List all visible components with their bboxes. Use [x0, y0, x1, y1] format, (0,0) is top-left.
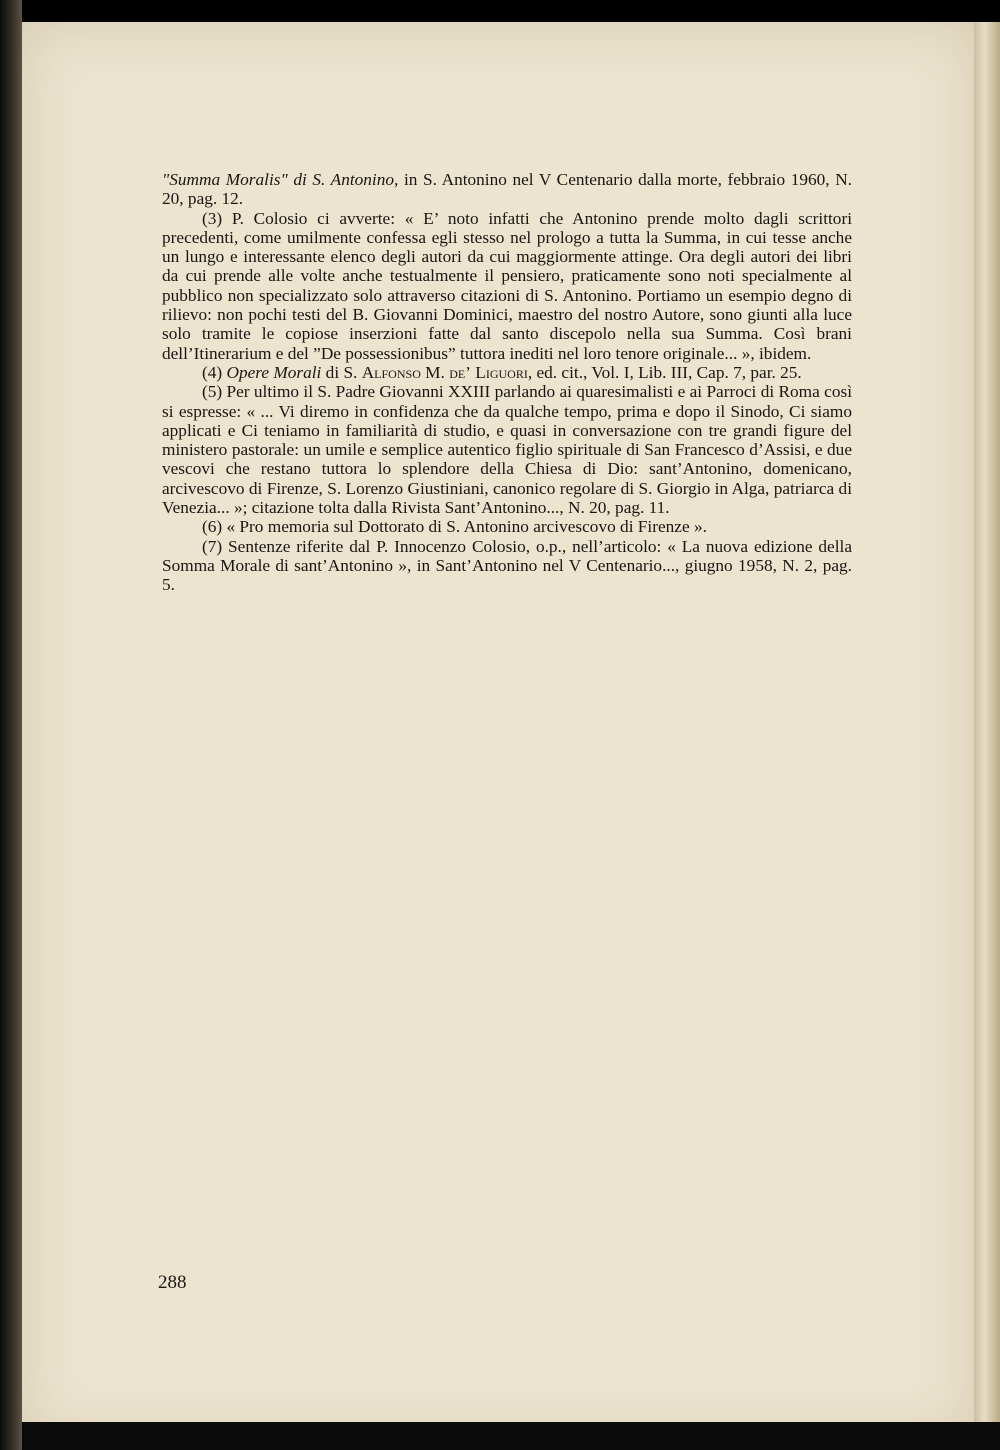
book-spine-shadow [0, 0, 22, 1450]
footnote-4-rest: , ed. cit., Vol. I, Lib. III, Cap. 7, par. 25. [527, 362, 802, 382]
bottom-scan-border [22, 1422, 1000, 1450]
footnote-7: (7) Sentenze riferite dal P. Innocenzo Colosio, o.p., nell’articolo: « La nuova edizione della Somma Morale di sant’Antonino », in Sant’Antonino nel V Centenario..., giugno 1958, N. 2, pag. 5. [162, 536, 852, 595]
footnote-4-mid2: M. [420, 362, 450, 382]
footnote-3: (3) P. Colosio ci avverte: « E’ noto infatti che Antonino prende molto dagli scrittori precedenti, come umilmente confessa egli stesso nel prologo a tutta la Summa, in cui tesse anche un lungo e interessante elenco degli autori da cui maggiormente attinge. Ora degli autori dei libri da cui prende alle volte anche testualmente il pensiero, praticamente sono noti specialmente al pubblico non specializzato solo attraverso citazioni di S. Antonino. Portiamo un esempio degno di rilievo: non pochi testi del B. Giovanni Dominici, maestro del nostro Autore, sono giunti alla luce solo tramite le copiose inserzioni fatte dal santo discepolo nella sua Summa. Così brani dell’Itinerarium e del ”De possessionibus” tuttora inediti nel loro tenore originale... », ibidem. [162, 208, 852, 363]
footnote-continuation [162, 170, 852, 209]
footnote-cont-rest: in S. Antonino nel V Centenario dalla morte, febbraio 1960, N. 20, pag. 12. [162, 170, 852, 209]
footnote-4-title: Opere Morali [226, 362, 322, 382]
adjacent-page-edge [974, 22, 1000, 1422]
footnotes-block [162, 170, 852, 595]
footnote-cont-title: "Summa Moralis" di S. Antonino, [162, 170, 399, 189]
footnote-4-author-first: Alfonso [361, 362, 421, 382]
footnote-4-prefix: (4) [202, 362, 227, 382]
footnote-4 [162, 363, 852, 382]
footnote-6: (6) « Pro memoria sul Dottorato di S. Antonino arcivescovo di Firenze ». [202, 517, 707, 537]
page-number: 288 [158, 1272, 187, 1293]
footnote-4-author-last: Liguori [475, 362, 528, 382]
footnote-5: (5) Per ultimo il S. Padre Giovanni XXIII parlando ai quaresimalisti e ai Parroci di Roma così si espresse: « ... Vi diremo in confidenza che da qualche tempo, prima e dopo il Sinodo, Ci siamo applicati e Ci teniamo in familiarità di studio, e quasi in conversazione con tre grandi figure del ministero pastorale: un umile e semplice autentico figlio spirituale di San Francesco d’Assisi, e due vescovi che restano tuttora lo splendore della Chiesa di Dio: sant’Antonino, domenicano, arcivescovo di Firenze, S. Lorenzo Giustiniani, canonico regolare di S. Giorgio in Alga, patriarca di Venezia... »; citazione tolta dalla Rivista Sant’Antonino..., N. 20, pag. 11. [162, 382, 852, 518]
footnote-4-author-de: de’ [449, 362, 471, 382]
footnote-4-mid: di S. [321, 362, 362, 382]
